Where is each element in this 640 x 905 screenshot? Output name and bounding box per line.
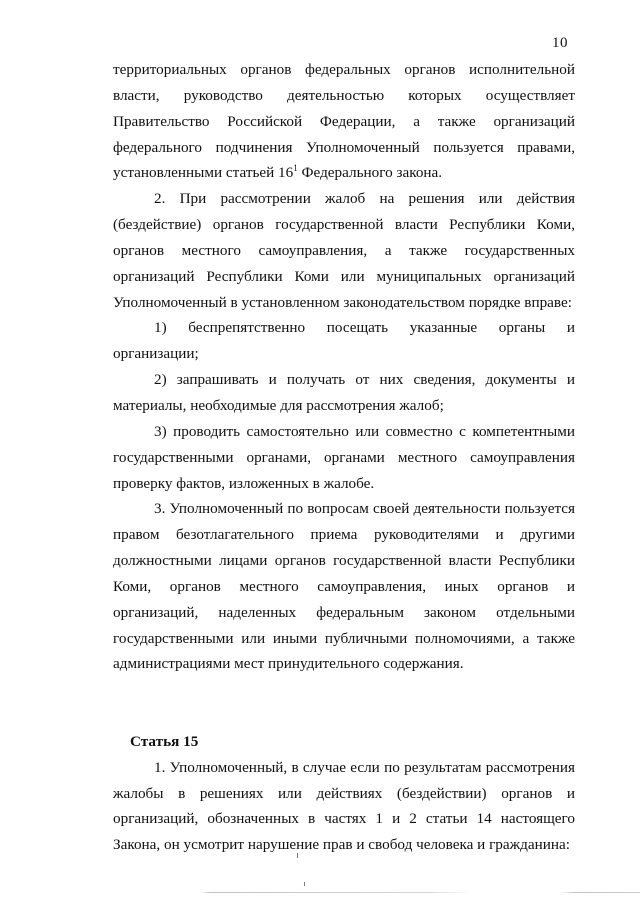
article-heading: Статья 15: [130, 732, 199, 750]
scan-speck: [304, 882, 305, 886]
paragraph: 3. Уполномоченный по вопросам своей деятельности пользуется правом безотлагательного приема руководителями и другими должностными лицами органов государственной власти Республики Коми, органов местного самоуправления, иных органов и организаций, наделенных федеральным законом отдельными государственными или иными публичными полномочиями, а также администрациями мест принудительного содержания.: [113, 500, 575, 673]
scan-speck: [297, 853, 298, 858]
spacer: [113, 677, 575, 703]
paragraph-continuation: [113, 57, 575, 186]
superscript: 1: [293, 163, 298, 174]
scan-edge-line: [0, 892, 640, 893]
list-item: 3) проводить самостоятельно или совместно с компетентными государственными органами, органами местного самоуправления проверку фактов, изложенных в жалобе.: [113, 422, 575, 492]
paragraph: 1. Уполномоченный, в случае если по результатам рассмотрения жалобы в решениях или действиях (бездействии) органов и организаций, обозначенных в частях 1 и 2 статьи 14 настоящего Закона, он усмотрит нарушение прав и свобод человека и гражданина:: [113, 758, 575, 854]
paragraph-tail: Федерального закона.: [297, 164, 443, 182]
document-body: [113, 57, 575, 858]
spacer: [113, 703, 575, 729]
page-number: 10: [552, 35, 568, 51]
paragraph: 2. При рассмотрении жалоб на решения или действия (бездействие) органов государственной власти Республики Коми, органов местного самоуправления, а также государственных организаций Республики Коми или муниципальных организаций Уполномоченный в установленном законодательством порядке вправе:: [113, 190, 575, 311]
list-item: 2) запрашивать и получать от них сведения, документы и материалы, необходимые для рассмотрения жалоб;: [113, 371, 575, 414]
list-item: 1) беспрепятственно посещать указанные органы и организации;: [113, 319, 575, 363]
paragraph-text: территориальных органов федеральных органов исполнительной власти, руководство деятельностью которых осуществляет Правительство Российской Федерации, а также организаций федерального подчинения Уполномоченный пользуется правами, установленными статьей 16: [113, 61, 575, 182]
